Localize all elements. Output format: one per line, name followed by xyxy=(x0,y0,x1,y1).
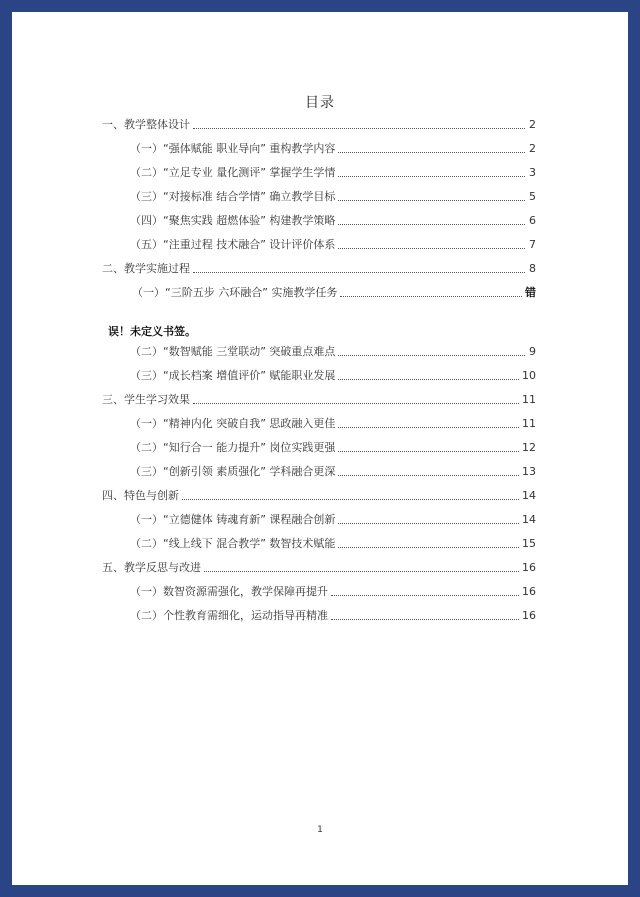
bookmark-error-continuation: 误！未定义书签。 xyxy=(108,325,196,338)
toc-entry-page: 10 xyxy=(522,369,536,382)
toc-entry-page: 15 xyxy=(522,537,536,550)
toc-entry-1-2[interactable] xyxy=(130,164,536,180)
toc-entry-label: （一）“立德健体 铸魂育新” 课程融合创新 xyxy=(130,513,336,526)
dot-leader xyxy=(338,176,525,177)
toc-entry-label: （二）“数智赋能 三堂联动” 突破重点难点 xyxy=(130,345,336,358)
toc-entry-1-1[interactable] xyxy=(130,140,536,156)
footer-page-number: 1 xyxy=(317,825,323,835)
toc-entry-page: 3 xyxy=(529,166,536,179)
dot-leader xyxy=(338,248,525,249)
toc-entry-page: 16 xyxy=(522,561,536,574)
toc-entry-label: 一、教学整体设计 xyxy=(102,118,190,131)
toc-entry-page: 11 xyxy=(522,417,536,430)
toc-entry-label: 三、学生学习效果 xyxy=(102,393,190,406)
dot-leader xyxy=(193,272,525,273)
toc-entry-2-1[interactable] xyxy=(132,284,536,300)
toc-entry-label: （二）“立足专业 量化测评” 掌握学生学情 xyxy=(130,166,336,179)
toc-entry-3-3[interactable] xyxy=(130,463,536,479)
dot-leader xyxy=(338,523,519,524)
toc-entry-page: 16 xyxy=(522,585,536,598)
dot-leader xyxy=(193,403,519,404)
toc-entry-1-3[interactable] xyxy=(130,188,536,204)
toc-entry-section-5[interactable] xyxy=(102,559,536,575)
dot-leader xyxy=(338,547,519,548)
toc-entry-page: 5 xyxy=(529,190,536,203)
toc-entry-label: 二、教学实施过程 xyxy=(102,262,190,275)
toc-entry-label: （二）“线上线下 混合教学” 数智技术赋能 xyxy=(130,537,336,550)
toc-entry-section-2[interactable] xyxy=(102,260,536,276)
toc-entry-page: 9 xyxy=(529,345,536,358)
dot-leader xyxy=(338,200,525,201)
dot-leader xyxy=(338,152,525,153)
toc-entry-label: （二）“知行合一 能力提升” 岗位实践更强 xyxy=(130,441,336,454)
toc-entry-page: 14 xyxy=(522,489,536,502)
toc-entry-3-1[interactable] xyxy=(130,415,536,431)
dot-leader xyxy=(338,355,525,356)
toc-entry-label: （一）数智资源需强化，教学保障再提升 xyxy=(130,585,328,598)
dot-leader xyxy=(193,128,525,129)
toc-entry-page: 14 xyxy=(522,513,536,526)
toc-entry-4-2[interactable] xyxy=(130,535,536,551)
toc-entry-label: （一）“三阶五步 六环融合” 实施教学任务 xyxy=(132,286,338,299)
toc-entry-1-5[interactable] xyxy=(130,236,536,252)
toc-entry-page: 7 xyxy=(529,238,536,251)
toc-title: 目录 xyxy=(305,95,335,111)
toc-entry-label: （三）“对接标准 结合学情” 确立教学目标 xyxy=(130,190,336,203)
toc-entry-page: 8 xyxy=(529,262,536,275)
toc-entry-label: 四、特色与创新 xyxy=(102,489,179,502)
toc-entry-page: 2 xyxy=(529,142,536,155)
dot-leader xyxy=(338,379,519,380)
toc-entry-section-4[interactable] xyxy=(102,487,536,503)
dot-leader xyxy=(338,451,519,452)
dot-leader xyxy=(340,296,522,297)
toc-entry-3-2[interactable] xyxy=(130,439,536,455)
dot-leader xyxy=(331,619,519,620)
toc-entry-page: 16 xyxy=(522,609,536,622)
toc-entry-page: 2 xyxy=(529,118,536,131)
toc-entry-2-2[interactable] xyxy=(130,343,536,359)
dot-leader xyxy=(204,571,519,572)
bookmark-error-text: 错 xyxy=(525,286,536,299)
toc-entry-label: 五、教学反思与改进 xyxy=(102,561,201,574)
dot-leader xyxy=(331,595,519,596)
document-page xyxy=(12,12,628,885)
toc-entry-label: （三）“成长档案 增值评价” 赋能职业发展 xyxy=(130,369,336,382)
toc-entry-5-1[interactable] xyxy=(130,583,536,599)
toc-entry-label: （五）“注重过程 技术融合” 设计评价体系 xyxy=(130,238,336,251)
dot-leader xyxy=(338,427,519,428)
toc-entry-page: 12 xyxy=(522,441,536,454)
toc-entry-label: （四）“聚焦实践 超燃体验” 构建教学策略 xyxy=(130,214,336,227)
toc-entry-label: （一）“精神内化 突破自我” 思政融入更佳 xyxy=(130,417,336,430)
toc-entry-label: （一）“强体赋能 职业导向” 重构教学内容 xyxy=(130,142,336,155)
toc-entry-page: 11 xyxy=(522,393,536,406)
toc-entry-section-1[interactable] xyxy=(102,116,536,132)
toc-entry-1-4[interactable] xyxy=(130,212,536,228)
dot-leader xyxy=(338,224,525,225)
toc-entry-5-2[interactable] xyxy=(130,607,536,623)
toc-entry-page: 13 xyxy=(522,465,536,478)
toc-entry-4-1[interactable] xyxy=(130,511,536,527)
dot-leader xyxy=(338,475,519,476)
dot-leader xyxy=(182,499,519,500)
toc-entry-section-3[interactable] xyxy=(102,391,536,407)
toc-entry-label: （三）“创新引领 素质强化” 学科融合更深 xyxy=(130,465,336,478)
toc-entry-2-3[interactable] xyxy=(130,367,536,383)
toc-entry-label: （二）个性教育需细化，运动指导再精准 xyxy=(130,609,328,622)
toc-entry-page: 6 xyxy=(529,214,536,227)
